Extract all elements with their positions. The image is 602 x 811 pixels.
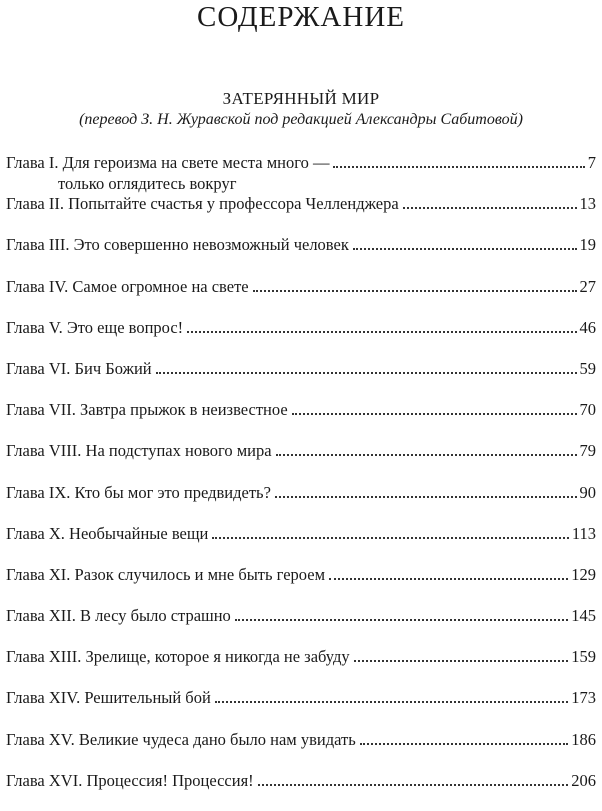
toc-entry-page: 79 [579,441,596,461]
dot-leader [235,619,568,621]
dot-leader [292,413,577,415]
toc-entry[interactable] [6,605,596,646]
toc-entry[interactable] [6,152,596,193]
dot-leader [403,207,577,209]
dot-leader [215,701,568,703]
toc-entry[interactable] [6,523,596,564]
toc-entry[interactable] [6,440,596,481]
toc-entry-title: Глава XV. Великие чудеса дано было нам увидать [6,729,356,749]
dot-leader [353,248,577,250]
toc-entry-page: 113 [571,523,596,543]
dot-leader [354,660,569,662]
table-of-contents [6,152,596,811]
toc-entry-page: 206 [571,770,596,790]
toc-entry[interactable] [6,729,596,770]
toc-entry-title: Глава X. Необычайные вещи [6,523,209,543]
toc-entry[interactable] [6,770,596,811]
toc-entry[interactable] [6,234,596,275]
dot-leader [275,496,577,498]
toc-entry-title: Глава I. Для героизма на свете места много — [6,153,330,172]
toc-entry-page: 129 [571,564,596,584]
toc-entry-title: Глава VI. Бич Божий [6,358,152,378]
toc-entry[interactable] [6,646,596,687]
dot-leader [258,784,569,786]
toc-entry-title-continued: только оглядитесь вокруг [58,174,237,193]
dot-leader [276,454,577,456]
toc-entry[interactable] [6,276,596,317]
dot-leader [187,331,576,333]
dot-leader [253,290,577,292]
toc-entry-title: Глава XIV. Решительный бой [6,688,211,708]
toc-entry-page: 186 [571,729,596,749]
toc-entry-title: Глава XII. В лесу было страшно [6,606,231,626]
toc-entry[interactable] [6,358,596,399]
toc-entry-title: Глава IV. Самое огромное на свете [6,276,249,296]
toc-entry[interactable] [6,317,596,358]
toc-entry[interactable] [6,399,596,440]
toc-entry-page: 46 [579,317,596,337]
toc-entry-page: 159 [571,647,596,667]
toc-entry-page: 145 [571,606,596,626]
page-title: СОДЕРЖАНИЕ [197,1,405,33]
dot-leader [212,537,568,539]
toc-entry-page: 7 [587,153,596,172]
toc-entry-page: 59 [579,358,596,378]
toc-entry-title: Глава VII. Завтра прыжок в неизвестное [6,400,288,420]
toc-entry-title: Глава II. Попытайте счастья у профессора Челленджера [6,194,399,214]
toc-entry-title: Глава XIII. Зрелище, которое я никогда не забуду [6,647,350,667]
toc-entry-page: 70 [579,400,596,420]
toc-entry-title: Глава IX. Кто бы мог это предвидеть? [6,482,271,502]
toc-entry[interactable] [6,687,596,728]
toc-entry-page: 173 [571,688,596,708]
toc-entry-page: 90 [579,482,596,502]
toc-entry-title: Глава VIII. На подступах нового мира [6,441,272,461]
toc-entry[interactable] [6,482,596,523]
toc-entry-title: Глава V. Это еще вопрос! [6,317,184,337]
toc-entry-page: 13 [579,194,596,214]
toc-entry-title: Глава XVI. Процессия! Процессия! [6,770,254,790]
dot-leader [329,578,568,580]
toc-entry-page: 19 [579,235,596,255]
toc-entry[interactable] [6,564,596,605]
dot-leader [360,743,568,745]
toc-entry-page: 27 [579,276,596,296]
toc-entry-title: Глава III. Это совершенно невозможный человек [6,235,349,255]
dot-leader [333,166,584,168]
toc-entry[interactable] [6,193,596,234]
dot-leader [156,372,577,374]
toc-entry-title: Глава XI. Разок случилось и мне быть героем [6,564,326,584]
section-subtitle: (перевод З. Н. Журавской под редакцией Александры Сабитовой) [79,111,523,128]
section-title: ЗАТЕРЯННЫЙ МИР [222,89,380,108]
